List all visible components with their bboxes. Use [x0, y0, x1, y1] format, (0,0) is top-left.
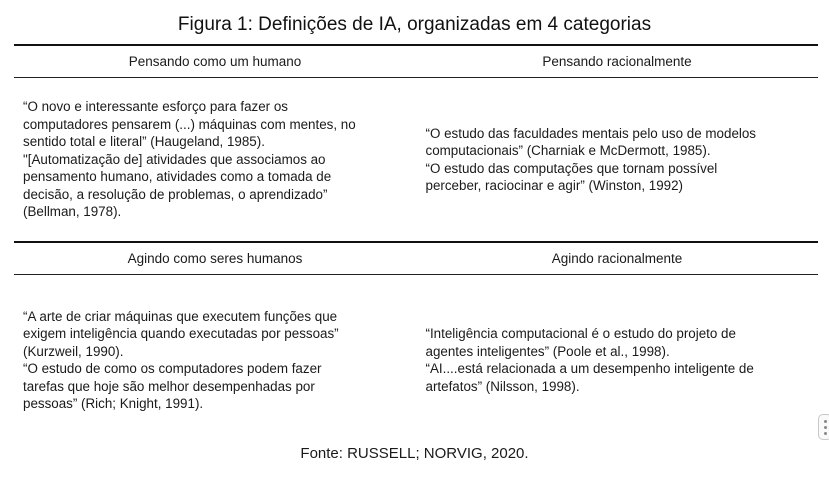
cell-acting-human — [14, 275, 416, 445]
header-row-1 — [14, 46, 818, 77]
text-line: sentido total e literal” (Haugeland, 1985). — [23, 134, 265, 150]
text-line: “O estudo das computações que tornam possível — [425, 160, 718, 176]
header-thinking-human: Pensando como um humano — [128, 54, 302, 69]
definitions-table — [14, 44, 818, 445]
drag-handle-icon[interactable] — [818, 414, 829, 440]
cell-thinking-rationally — [416, 78, 819, 241]
handle-dot — [824, 432, 827, 435]
text-line: perceber, raciocinar e agir” (Winston, 1992) — [425, 178, 684, 193]
body-row-2 — [14, 275, 818, 445]
text-line: (Bellman, 1978). — [23, 204, 122, 220]
header-thinking-rationally: Pensando racionalmente — [542, 54, 692, 69]
text-line: computacionais” (Charniak e McDermott, 1985). — [425, 143, 711, 158]
text-line: (Kurzweil, 1990). — [23, 343, 124, 359]
figure-title: Figura 1: Definições de IA, organizadas em 4 categorias — [177, 14, 652, 35]
text-line: “Inteligência computacional é o estudo do projeto de — [425, 326, 736, 341]
header-acting-human: Agindo como seres humanos — [127, 251, 303, 266]
text-line: exigem inteligência quando executadas por pessoas” — [23, 326, 339, 341]
text-line: computadores pensarem (...) máquinas com mentes, no — [23, 116, 356, 132]
text-line: decisão, a resolução de problemas, o aprendizado” — [23, 186, 328, 202]
text-line: “AI....está relacionada a um desempenho inteligente de — [425, 361, 754, 376]
header-acting-rationally: Agindo racionalmente — [551, 251, 683, 266]
figure-source: Fonte: RUSSELL; NORVIG, 2020. — [300, 445, 529, 462]
handle-dot — [824, 420, 827, 423]
body-row-1 — [14, 78, 818, 241]
text-line: pessoas” (Rich; Knight, 1991). — [23, 396, 204, 411]
text-line: "[Automatização de] atividades que associamos ao — [23, 151, 326, 167]
cell-acting-rationally — [416, 275, 819, 445]
header-row-2 — [14, 243, 818, 274]
text-line: “O novo e interessante esforço para fazer os — [23, 99, 288, 115]
text-line: agentes inteligentes” (Poole et al., 1998). — [425, 343, 670, 359]
cell-thinking-human — [14, 78, 416, 241]
text-line: “O estudo de como os computadores podem fazer — [23, 361, 322, 376]
text-line: tarefas que hoje são melhor desempenhadas por — [23, 378, 315, 394]
handle-dot — [824, 426, 827, 429]
text-line: artefatos” (Nilsson, 1998). — [425, 378, 580, 394]
text-line: “O estudo das faculdades mentais pelo uso de modelos — [425, 125, 757, 141]
text-line: pensamento humano, atividades como a tomada de — [23, 169, 332, 185]
text-line: “A arte de criar máquinas que executem funções que — [23, 308, 338, 324]
